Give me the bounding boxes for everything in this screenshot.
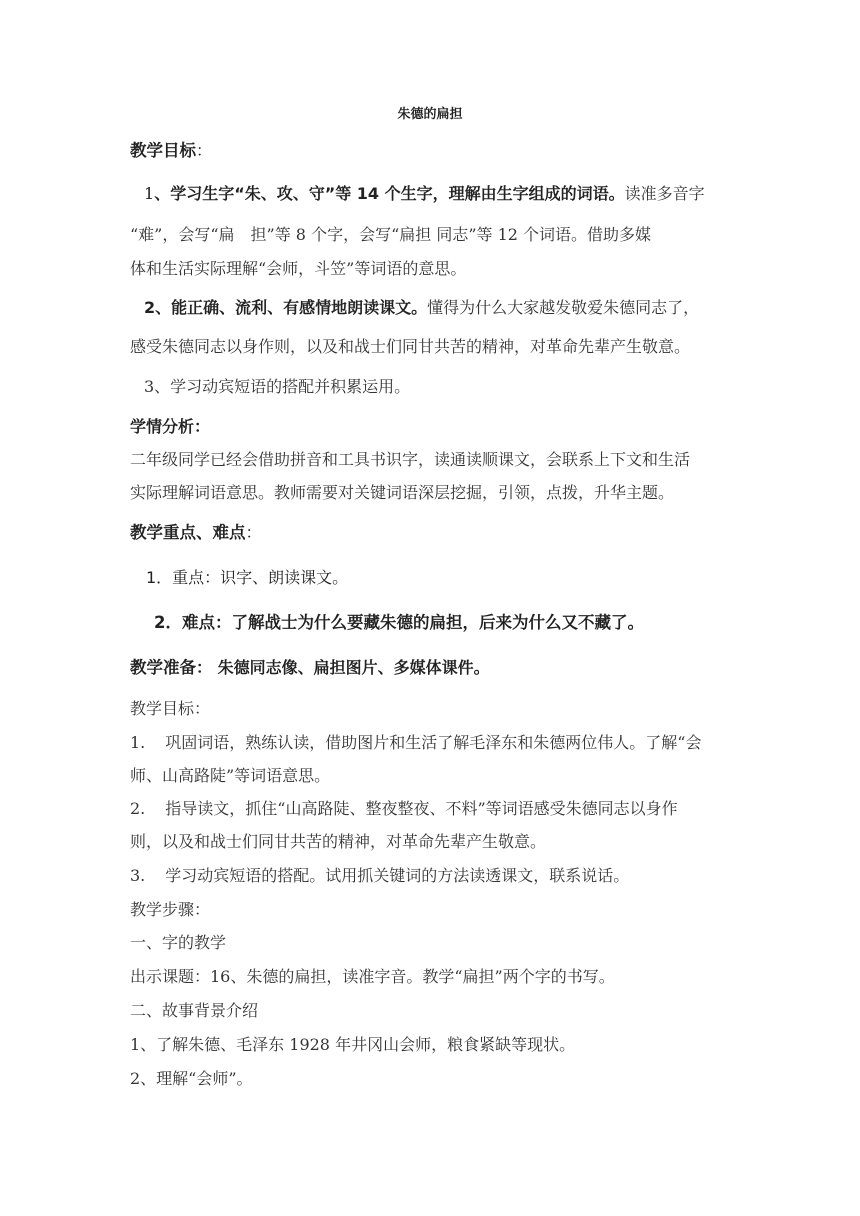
step-2-item-2: 2、理解“会师”。 — [130, 1069, 253, 1088]
list-item-2-text-1: 指导读文，抓住“山高路陡、整夜整夜、不料”等词语感受朱德同志以身作 — [165, 799, 678, 818]
objectives-colon: ： — [196, 141, 213, 160]
objective-2-bold: 2、能正确、流利、有感情地朗读课文。 — [144, 298, 428, 317]
list-item-3-text-1: 学习动宾短语的搭配。试用抓关键词的方法读透课文，联系说话。 — [165, 866, 630, 885]
steps-heading: 教学步骤： — [130, 900, 211, 919]
prep-text: ： 朱德同志像、扁担图片、多媒体课件。 — [196, 658, 490, 677]
key-heading: 教学重点、难点 — [130, 523, 246, 542]
document-title: 朱德的扁担 — [397, 107, 463, 122]
list-item-2-number: 2. — [130, 799, 146, 818]
analysis-heading-text: 学情分析： — [130, 417, 211, 436]
list-item-3-number: 3. — [130, 866, 146, 885]
key-point-1: 1．重点：识字、朗读课文。 — [146, 568, 349, 587]
list-item-1-text-1: 巩固词语，熟练认读，借助图片和生活了解毛泽东和朱德两位伟人。了解“会 — [165, 733, 702, 752]
objectives-heading: 教学目标 — [130, 141, 196, 160]
objective-1-line-2: “难”，会写“扁 担”等 8 个字，会写“扁担 同志”等 12 个词语。借助多媒 — [130, 225, 652, 244]
objective-2-line-1 — [144, 297, 699, 319]
list-item-1-line-2: 师、山高路陡”等词语意思。 — [130, 766, 331, 785]
objective-2-rest-a: 懂得为什么大家越发敬爱朱德同志了， — [427, 298, 700, 317]
analysis-line-2: 实际理解词语意思。教师需要对关键词语深层挖掘，引领，点拨，升华主题。 — [130, 483, 675, 502]
step-1-heading: 一、字的教学 — [130, 933, 227, 952]
analysis-line-1: 二年级同学已经会借助拼音和工具书识字，读通读顺课文，会联系上下文和生活 — [130, 450, 691, 469]
objective-1-number: 1 — [144, 184, 155, 203]
objective-1-line-3: 体和生活实际理解“会师，斗笠”等词语的意思。 — [130, 259, 467, 278]
objective-2-line-2: 感受朱德同志以身作则，以及和战士们同甘共苦的精神，对革命先辈产生敬意。 — [130, 337, 691, 356]
objectives2-heading: 教学目标： — [130, 699, 211, 718]
objective-1-rest-a: 读准多音字 — [624, 184, 705, 203]
objectives-heading-line — [130, 140, 212, 162]
analysis-heading — [130, 416, 210, 438]
list-item-1-number: 1. — [130, 733, 146, 752]
list-item-1-line-1 — [130, 732, 701, 754]
step-2-heading: 二、故事背景介绍 — [130, 1001, 259, 1020]
prep-heading: 教学准备 — [130, 658, 196, 677]
key-point-2: 2．难点：了解战士为什么要藏朱德的扁担，后来为什么又不藏了。 — [154, 613, 644, 632]
key-colon: ： — [245, 523, 262, 542]
list-item-2-line-1 — [130, 798, 678, 820]
objective-3: 3、学习动宾短语的搭配并积累运用。 — [144, 377, 411, 396]
step-2-item-1: 1、了解朱德、毛泽东 1928 年井冈山会师，粮食紧缺等现状。 — [130, 1035, 576, 1054]
list-item-2-line-2: 则，以及和战士们同甘共苦的精神，对革命先辈产生敬意。 — [130, 832, 547, 851]
prep-line — [130, 657, 490, 679]
step-1-text: 出示课题：16、朱德的扁担，读准字音。教学“扁担”两个字的书写。 — [130, 967, 615, 986]
list-item-3-line-1 — [130, 865, 629, 887]
objective-1-line-1 — [144, 183, 705, 205]
key-heading-line — [130, 522, 262, 544]
objective-1-bold: 、学习生字“朱、攻、守”等 14 个生字，理解由生字组成的词语。 — [154, 184, 625, 203]
